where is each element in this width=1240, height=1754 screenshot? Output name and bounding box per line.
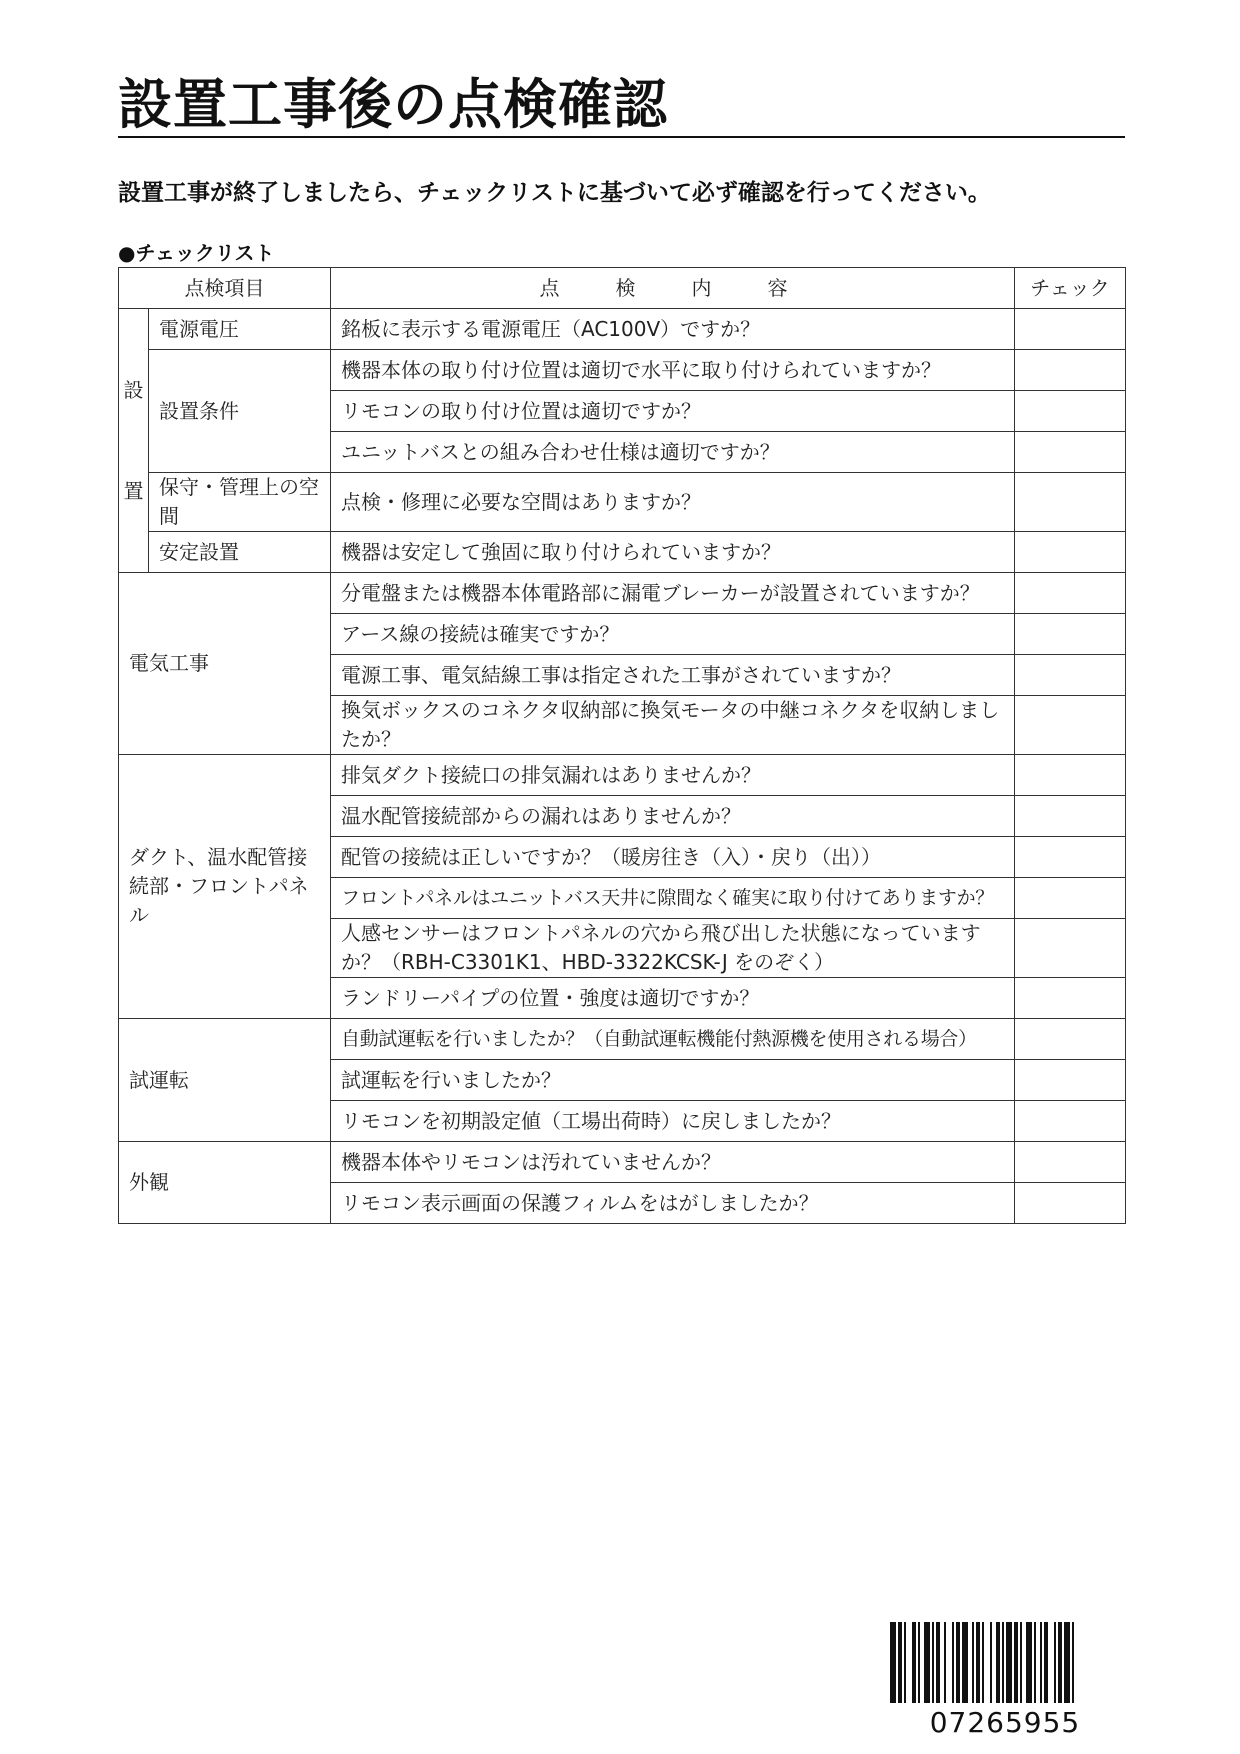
table-header-row (119, 268, 1126, 309)
content-cell: 点検・修理に必要な空間はありますか？ (331, 473, 1015, 532)
barcode-bar (1064, 1622, 1070, 1703)
check-box[interactable] (1015, 655, 1126, 696)
item-cell: 設置条件 (149, 350, 331, 473)
check-box[interactable] (1015, 1142, 1126, 1183)
check-box[interactable] (1015, 1019, 1126, 1060)
barcode-bar (890, 1622, 896, 1703)
barcode-bar (972, 1622, 974, 1703)
content-cell: 分電盤または機器本体電路部に漏電ブレーカーが設置されていますか？ (331, 573, 1015, 614)
barcode-bar (944, 1622, 946, 1703)
content-cell: 電源工事、電気結線工事は指定された工事がされていますか？ (331, 655, 1015, 696)
barcode-bar (904, 1622, 906, 1703)
barcode-bar (956, 1622, 960, 1703)
content-cell: リモコン表示画面の保護フィルムをはがしましたか？ (331, 1183, 1015, 1224)
barcode-bar (918, 1622, 920, 1703)
barcode-bar (924, 1622, 930, 1703)
check-box[interactable] (1015, 532, 1126, 573)
check-box[interactable] (1015, 432, 1126, 473)
check-box[interactable] (1015, 919, 1126, 978)
barcode-bar (996, 1622, 1000, 1703)
content-cell: 排気ダクト接続口の排気漏れはありませんか？ (331, 755, 1015, 796)
setup-group-char: 置 (123, 478, 144, 503)
barcode-bar (932, 1622, 934, 1703)
barcode-bar (1072, 1622, 1074, 1703)
content-cell: 機器本体やリモコンは汚れていませんか？ (331, 1142, 1015, 1183)
check-box[interactable] (1015, 1060, 1126, 1101)
check-box[interactable] (1015, 573, 1126, 614)
barcode-bar (976, 1622, 980, 1703)
content-cell: ランドリーパイプの位置・強度は適切ですか？ (331, 978, 1015, 1019)
item-cell: ダクト、温水配管接続部・フロントパネル (119, 755, 331, 1019)
barcode-bar (1002, 1622, 1004, 1703)
check-box[interactable] (1015, 755, 1126, 796)
setup-group-label (119, 309, 149, 573)
check-box[interactable] (1015, 1183, 1126, 1224)
barcode-bar (1006, 1622, 1012, 1703)
header-check: チェック (1015, 268, 1126, 309)
intro-text: 設置工事が終了しましたら、チェックリストに基づいて必ず確認を行ってください。 (118, 180, 991, 206)
barcode-bar (990, 1622, 992, 1703)
table-row (119, 1142, 1126, 1183)
content-cell: 配管の接続は正しいですか？（暖房往き（入）・戻り（出）） (331, 837, 1015, 878)
barcode-bar (1020, 1622, 1022, 1703)
barcode-bar (1014, 1622, 1018, 1703)
barcode-bar (898, 1622, 902, 1703)
content-cell: 機器は安定して強固に取り付けられていますか？ (331, 532, 1015, 573)
content-cell: 換気ボックスのコネクタ収納部に換気モータの中継コネクタを収納しましたか？ (331, 696, 1015, 755)
page-title: 設置工事後の点検確認 (118, 73, 668, 136)
content-cell: ユニットバスとの組み合わせ仕様は適切ですか？ (331, 432, 1015, 473)
check-box[interactable] (1015, 796, 1126, 837)
barcode-bar (952, 1622, 954, 1703)
content-cell: アース線の接続は確実ですか？ (331, 614, 1015, 655)
setup-group-char: 設 (123, 377, 144, 402)
title-divider (118, 136, 1125, 138)
barcode-bar (936, 1622, 940, 1703)
barcode-image (888, 1622, 1122, 1703)
barcode-bar (1044, 1622, 1048, 1703)
content-cell: リモコンを初期設定値（工場出荷時）に戻しましたか？ (331, 1101, 1015, 1142)
check-box[interactable] (1015, 1101, 1126, 1142)
barcode-bar (1058, 1622, 1062, 1703)
content-cell: 銘板に表示する電源電圧（AC100V）ですか？ (331, 309, 1015, 350)
content-cell: リモコンの取り付け位置は適切ですか？ (331, 391, 1015, 432)
item-cell: 電気工事 (119, 573, 331, 755)
check-box[interactable] (1015, 350, 1126, 391)
content-cell: 温水配管接続部からの漏れはありませんか？ (331, 796, 1015, 837)
table-row (119, 350, 1126, 391)
check-box[interactable] (1015, 878, 1126, 919)
barcode-bar (1054, 1622, 1056, 1703)
item-cell: 安定設置 (149, 532, 331, 573)
check-box[interactable] (1015, 473, 1126, 532)
content-cell: フロントパネルはユニットバス天井に隙間なく確実に取り付けてありますか？ (331, 878, 1015, 919)
table-row (119, 309, 1126, 350)
barcode-bar (1040, 1622, 1042, 1703)
item-cell: 電源電圧 (149, 309, 331, 350)
check-box[interactable] (1015, 837, 1126, 878)
table-row (119, 573, 1126, 614)
item-cell: 保守・管理上の空間 (149, 473, 331, 532)
content-cell: 自動試運転を行いましたか？（自動試運転機能付熱源機を使用される場合） (331, 1019, 1015, 1060)
check-box[interactable] (1015, 391, 1126, 432)
checklist-table (118, 267, 1126, 1224)
table-row (119, 532, 1126, 573)
table-row (119, 473, 1126, 532)
content-cell: 人感センサーはフロントパネルの穴から飛び出した状態になっていますか？（RBH-C3301K1、HBD-3322KCSK-J をのぞく） (331, 919, 1015, 978)
barcode-bar (962, 1622, 968, 1703)
check-box[interactable] (1015, 696, 1126, 755)
barcode-bar (912, 1622, 916, 1703)
barcode-bar (982, 1622, 984, 1703)
table-row (119, 755, 1126, 796)
item-cell: 外観 (119, 1142, 331, 1224)
checklist-heading: ●チェックリスト (118, 241, 275, 265)
check-box[interactable] (1015, 978, 1126, 1019)
barcode-bar (1026, 1622, 1032, 1703)
header-item: 点検項目 (119, 268, 331, 309)
barcode-number: 07265955 (929, 1706, 1081, 1739)
table-row (119, 1019, 1126, 1060)
barcode-bar (1034, 1622, 1036, 1703)
check-box[interactable] (1015, 309, 1126, 350)
content-cell: 試運転を行いましたか？ (331, 1060, 1015, 1101)
check-box[interactable] (1015, 614, 1126, 655)
content-cell: 機器本体の取り付け位置は適切で水平に取り付けられていますか？ (331, 350, 1015, 391)
header-content: 点 検 内 容 (331, 268, 1015, 309)
item-cell: 試運転 (119, 1019, 331, 1142)
